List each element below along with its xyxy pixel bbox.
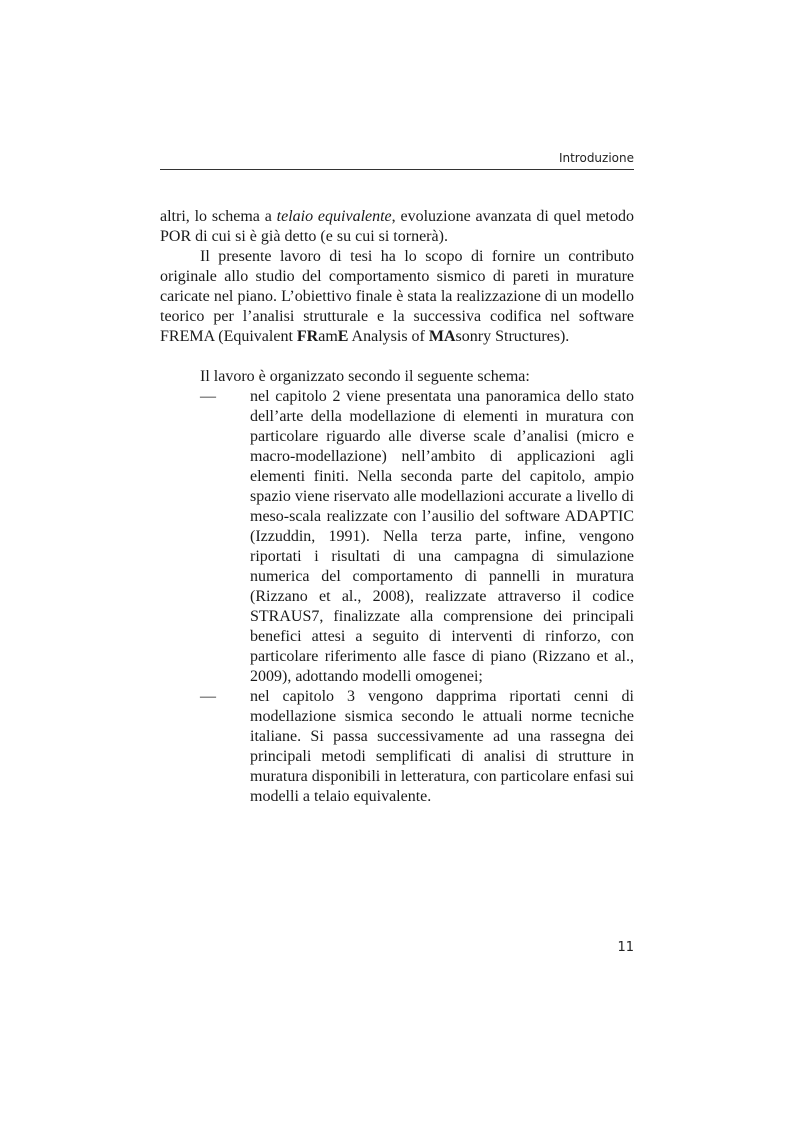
running-header-title: Introduzione [558, 151, 634, 165]
paragraph-thesis-aim [160, 247, 634, 347]
blank-line [160, 347, 634, 367]
list-item [160, 387, 634, 687]
paragraph2-text-a: Il presente lavoro di tesi ha lo scopo di fornire un contributo originale allo studio del comportamento sismico di pareti in murature caricate nel piano. L’obiettivo finale è stata la realizzazione di un modello teorico per l’analisi strutturale e la successiva codifica nel software FREMA (Equivalent [160, 248, 634, 345]
dash-bullet: — [200, 688, 216, 705]
paragraph-continuation [160, 207, 634, 247]
list-intro: Il lavoro è organizzato secondo il seguente schema: [200, 368, 530, 385]
acronym-bold-e: E [337, 328, 349, 345]
acronym-bold-ma: MA [428, 328, 456, 345]
acronym-plain-am: am [318, 328, 338, 345]
list-item [160, 687, 634, 807]
list-item-text: nel capitolo 3 vengono dapprima riportati cenni di modellazione sismica secondo le attuali norme tecniche italiane. Si passa successivamente ad una rassegna dei principali metodi semplificati di analisi di strutture in muratura disponibili in letteratura, con particolare enfasi sui modelli a telaio equivalente. [250, 688, 634, 805]
chapter-list [160, 387, 634, 807]
acronym-plain-analysis: Analysis of [348, 328, 429, 345]
list-item-text: nel capitolo 2 viene presentata una panoramica dello stato dell’arte della modellazione di elementi in muratura con particolare riguardo alle diverse scale d’analisi (micro e macro-modellazione) nell’ambito di applicazioni agli elementi finiti. Nella seconda parte del capitolo, ampio spazio viene riservato alle modellazioni accurate a livello di meso-scala realizzate con l’ausilio del software ADAPTIC (Izzuddin, 1991). Nella terza parte, infine, vengono riportati i risultati di una campagna di simulazione numerica del comportamento di pannelli in muratura (Rizzano et al., 2008), realizzate attraverso il codice STRAUS7, finalizzate alla comprensione dei principali benefici attesi a seguito di interventi di rinforzo, con particolare riferimento alle fasce di piano (Rizzano et al., 2009), adottando modelli omogenei; [250, 388, 634, 685]
paragraph1-italic-term: telaio equivalente [276, 208, 392, 225]
page-number: 11 [617, 940, 634, 955]
paragraph1-text-b: , evoluzione avanzata di quel metodo POR di cui si è già detto (e su cui si tornerà). [160, 208, 634, 245]
paragraph2-text-b: sonry Structures). [455, 328, 570, 345]
dash-bullet: — [200, 388, 216, 405]
running-header [160, 150, 634, 170]
paragraph1-text-a: altri, lo schema a [160, 208, 277, 225]
acronym-bold-fr: FR [296, 328, 319, 345]
page-body [160, 207, 634, 807]
